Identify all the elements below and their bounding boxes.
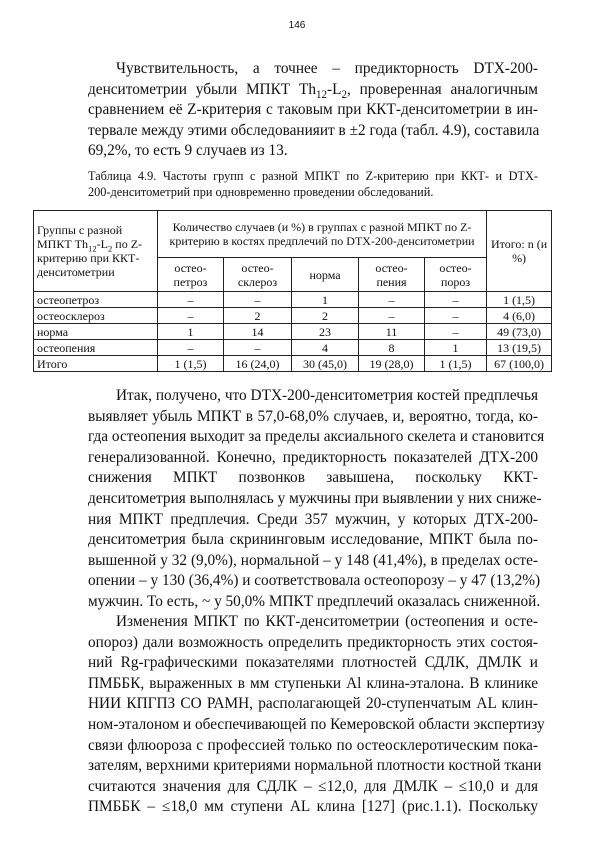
row-label: остеопетроз [34, 292, 158, 308]
table-cell: 14 [224, 324, 292, 340]
text-line: 69,2%, то есть 9 случаев из 13. [88, 142, 288, 160]
subheader-osteosclerosis: остео-склероз [224, 258, 292, 292]
row-label: Итого [34, 356, 158, 372]
header-total: Итого: n (и %) [487, 211, 552, 292]
row-label: остеосклероз [34, 308, 158, 324]
text-line: снижения МПКТ позвонков завышена, поскольку ККТ- [88, 469, 538, 487]
row-total: 13 (19,5) [487, 340, 552, 356]
table-cell: – [425, 308, 487, 324]
table-cell: 23 [292, 324, 359, 340]
row-total: 67 (100,0) [487, 356, 552, 372]
text-line: генерализованной. Конечно, предикторность показателей ДТХ-200 [88, 448, 538, 466]
table-cell: – [158, 308, 224, 324]
table-cell: 1 [292, 292, 359, 308]
table-row [34, 340, 552, 356]
row-label: остеопения [34, 340, 158, 356]
data-table [33, 210, 552, 372]
table-cell: – [158, 292, 224, 308]
table-cell: – [158, 340, 224, 356]
text-line: гда остеопения выходит за пределы аксиального скелета и становится [88, 428, 545, 446]
table-row [34, 292, 552, 308]
header-count: Количество случаев (и %) в группах с разной МПКТ по Z-критерию в костях предплечий по DTX-200-денситометрии [158, 211, 487, 258]
text-line: считаются значения для СДЛК – ≤12,0, для ДМЛК – ≤10,0 и для [88, 777, 538, 795]
subheader-norm: норма [292, 258, 359, 292]
table-cell: 1 [425, 340, 487, 356]
text-line: выявляет убыль МПКТ в 57,0-68,0% случаев, и, вероятно, тогда, ко- [88, 407, 538, 425]
table-cell: 1 (1,5) [158, 356, 224, 372]
text-line: НИИ КПГПЗ СО РАМН, располагающей 20-ступенчатым AL клин- [88, 695, 538, 713]
text-line: ПМББК – ≤18,0 мм ступени AL клина [127] (рис.1.1). Поскольку [88, 798, 538, 816]
table-row [34, 324, 552, 340]
text-line: ном-эталоном и обеспечивающей по Кемеровской области экспертизу [88, 715, 545, 733]
table-cell: 8 [359, 340, 425, 356]
text-line: Чувствительность, а точнее – предикторность DTX-200- [116, 60, 538, 77]
text-line: сравнением её Z-критерия с таковым при ККТ-денситометрии в ин- [88, 101, 538, 119]
table-cell: 1 [158, 324, 224, 340]
table-cell: 16 (24,0) [224, 356, 292, 372]
text-line: денситометрии убыли МПКТ $Th_{12}-L_2$, проверенная аналогичным [88, 80, 538, 101]
text-line: Изменения МПКТ по ККТ-денситометрии (остеопения и осте- [116, 613, 538, 630]
page-number: 146 [288, 20, 306, 31]
subheader-osteoporosis: остео-пороз [425, 258, 487, 292]
table-cell: – [224, 292, 292, 308]
text-line: ния МПКТ предплечия. Среди 357 мужчин, у которых ДТХ-200- [88, 510, 538, 528]
text-line: Итак, получено, что DTX-200-денситометрия костей предплечья [116, 387, 538, 404]
text-line: денситометрия выполнялась у мужчины при выявлении у них сниже- [88, 489, 542, 507]
row-total: 49 (73,0) [487, 324, 552, 340]
table-caption [88, 168, 538, 200]
caption-line: 200-денситометрий при одновременно проведении обследований. [88, 185, 434, 199]
table-cell: – [359, 308, 425, 324]
row-total: 1 (1,5) [487, 292, 552, 308]
text-line: связи флюороза с профессией только по остеосклеротическим пока- [88, 736, 538, 754]
table-cell: 4 [292, 340, 359, 356]
row-total: 4 (6,0) [487, 308, 552, 324]
paragraph-2 [88, 386, 545, 613]
text-line: опороз) дали возможность определить предикторность этих состоя- [88, 633, 538, 651]
subheader-osteopenia: остео-пения [359, 258, 425, 292]
caption-line: Таблица 4.9. Частоты групп с разной МПКТ по Z-критерию при ККТ- и DTX- [88, 169, 538, 183]
text-line: денситометрия была скрининговым исследование, МПКТ была по- [88, 531, 538, 549]
text-line: ПМББК, выраженных в мм ступеньки Al клина-эталона. В клинике [88, 674, 538, 692]
table-cell: – [425, 292, 487, 308]
text-line: ний Rg-графическими показателями плотностей СДЛК, ДМЛК и [88, 654, 538, 672]
table-cell: – [224, 340, 292, 356]
text-line: зателям, верхними критериями нормальной плотности костной ткани [88, 757, 542, 775]
table-cell: – [425, 324, 487, 340]
table-total-row [34, 356, 552, 372]
paragraph-1 [88, 59, 538, 162]
text-line: тервале между этими обследованияит в ±2 года (табл. 4.9), составила [88, 121, 540, 139]
text-line: мужчин. То есть, ~ у 50,0% МПКТ предплечий оказалась сниженной. [88, 592, 541, 610]
text-line: опении – у 130 (36,4%) и соответствовала остеопорозу – у 47 (13,2%) [88, 572, 541, 590]
table-cell: – [359, 292, 425, 308]
table-cell: 2 [292, 308, 359, 324]
table-cell: 1 (1,5) [425, 356, 487, 372]
paragraph-3 [88, 612, 545, 818]
header-groups: Группы с разной МПКТ $Th_{12}-L_2$ по Z-критерию при ККТ-денситометрии [34, 211, 158, 292]
text-line: вышенной у 32 (9,0%), нормальной – у 148 (41,4%), в пределах осте- [88, 551, 538, 569]
subheader-osteopetrosis: остео-петроз [158, 258, 224, 292]
table-cell: 30 (45,0) [292, 356, 359, 372]
row-label: норма [34, 324, 158, 340]
table-row [34, 308, 552, 324]
table-cell: 19 (28,0) [359, 356, 425, 372]
table-cell: 2 [224, 308, 292, 324]
table-cell: 11 [359, 324, 425, 340]
